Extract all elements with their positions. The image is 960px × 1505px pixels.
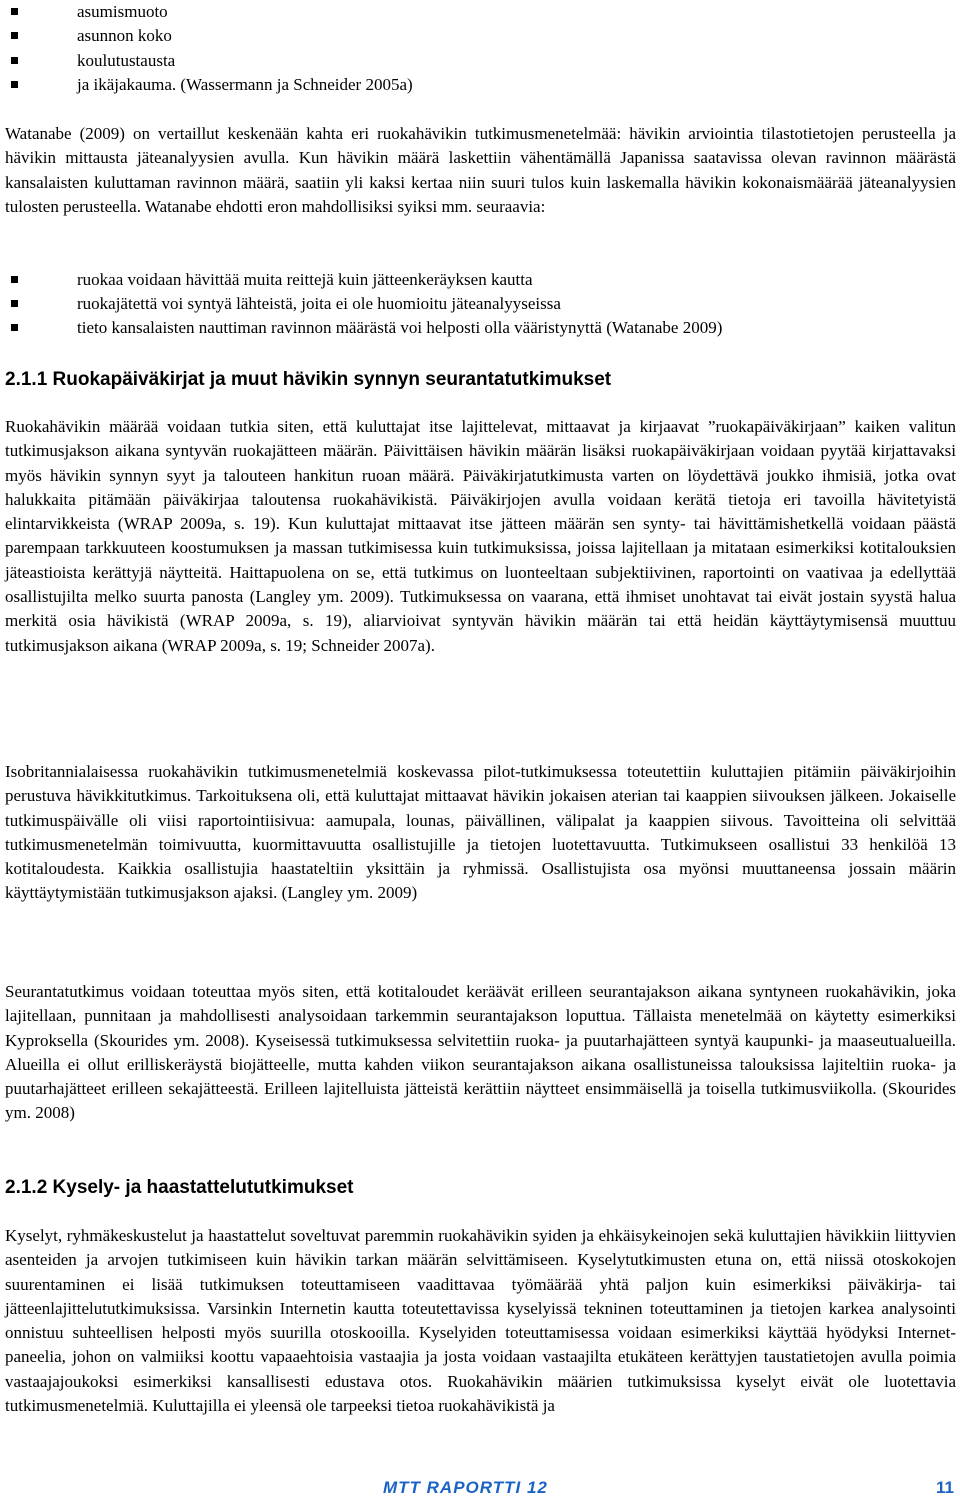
bullet-list-reasons: [5, 268, 722, 340]
list-item: koulutustausta: [5, 49, 413, 73]
section-heading-2-1-2: 2.1.2 Kysely- ja haastattelututkimukset: [5, 1177, 354, 1198]
paragraph-surveys-interviews: Kyselyt, ryhmäkeskustelut ja haastattelut soveltuvat paremmin ruokahävikin syiden ja ehkäisykeinojen sekä kuluttajien hävikkiin liittyvien asenteiden ja arvojen tutkimiseen kuin hävikin tarkan määrän selvittämiseen. Kyselytutkimusten etuna on, että niissä otoskokojen suurentaminen ei lisää tutkimuksen toteuttamiseen vaadittavaa työmäärää yhtä paljon kuin esimerkiksi päiväkirja- tai jätteenlajittelututkimuksissa. Varsinkin Internetin kautta toteutettavissa kyselyissä tekninen toteuttaminen ja tietojen karkea analysointi onnistuu suhteellisen helposti myös suurilla otoskooilla. Kyselyiden toteuttamisessa voidaan esimerkiksi käyttää hyödyksi Internet-paneelia, johon on valmiiksi koottu vapaaehtoisia vastaajia ja josta voidaan vastaajilta etukäteen kerättyjen taustatietojen avulla poimia vastaajajoukoksi esimerkiksi kansallisesti edustava otos. Ruokahävikin määrien tutkimuksissa kyselyt eivät ole luotettavia tutkimusmenetelmiä. Kuluttajilla ei yleensä ole tarpeeksi tietoa ruokahävikistä ja: [5, 1226, 956, 1416]
bullet-list-household-factors: [5, 0, 413, 97]
page-number: 11: [936, 1478, 954, 1497]
paragraph-monitoring-study: Seurantatutkimus voidaan toteuttaa myös siten, että kotitaloudet keräävät erilleen seurantajakson aikana syntyneen ruokahävikin, joka lajitellaan, punnitaan ja mahdollisesti analysoidaan tarkemmin seurantajakson loputtua. Tällaista menetelmää on käytetty esimerkiksi Kyproksella (Skourides ym. 2008). Kyseisessä tutkimuksessa selvitettiin ruoka- ja puutarhajätteen syntyä kaupunki- ja maaseutualueilla. Alueilla ei ollut erilliskeräystä biojätteelle, mutta kahden viikon seurantajakson aikana osallistuneissa talouksissa lajiteltiin ruoka- ja puutarhajätteet erilleen sekajätteestä. Erilleen lajitelluista jätteistä kerättiin näytteet ensimmäisellä ja toisella tutkimusviikolla. (Skourides ym. 2008): [5, 982, 956, 1123]
list-item: ruokaa voidaan hävittää muita reittejä kuin jätteenkeräyksen kautta: [5, 268, 722, 292]
list-item: ruokajätettä voi syntyä lähteistä, joita ei ole huomioitu jäteanalyyseissa: [5, 292, 722, 316]
page-footer: [0, 1478, 960, 1502]
list-item: asumismuoto: [5, 0, 413, 24]
section-heading-2-1-1: 2.1.1 Ruokapäiväkirjat ja muut hävikin synnyn seurantatutkimukset: [5, 369, 612, 390]
list-item: asunnon koko: [5, 24, 413, 48]
paragraph-food-diaries: Ruokahävikin määrää voidaan tutkia siten, että kuluttajat itse lajittelevat, mittaavat ja kirjaavat ”ruokapäiväkirjaan” kaiken valitun tutkimusjakson aikana syntyvän ruokajätteen määrän. Päivittäisen hävikin määrän lisäksi ruokapäiväkirjaan voidaan pyytää kirjattavaksi myös hävikin synnyn syyt ja talouteen hankitun ruoan määrä. Päiväkirjatutkimusta varten on löydettävä joukko ihmisiä, jotka ovat halukkaita pitämään päiväkirjaa taloutensa ruokahävikistä. Päiväkirjojen avulla voidaan kerätä tietoja eri tavoilla hävitetyistä elintarvikkeista (WRAP 2009a, s. 19). Kun kuluttajat mittaavat itse jätteen määrän sen synty- tai hävittämishetkellä voidaan päästä parempaan tarkkuuteen koostumuksen ja massan tutkimisessa kuin tutkimuksissa, joissa lajitellaan ja mitataan esimerkiksi kotitalouksien jäteastioista kerättyjä näytteitä. Haittapuolena on se, että tutkimus on luonteeltaan subjektiivinen, raportointi on vaativaa ja edellyttää osallistujilta melko suurta panosta (Langley ym. 2009). Tutkimuksessa on vaarana, että ihmiset unohtavat tai eivät jostain syystä halua merkitä osia hävikistä (WRAP 2009a, s. 19), aliarvioivat syntyvän hävikin määrän tai että heidän käyttäytymisensä muuttuu tutkimusjakson aikana (WRAP 2009a, s. 19; Schneider 2007a).: [5, 417, 956, 655]
list-item: tieto kansalaisten nauttiman ravinnon määrästä voi helposti olla vääristynyttä (Watanabe 2009): [5, 316, 722, 340]
paragraph-watanabe: Watanabe (2009) on vertaillut keskenään kahta eri ruokahävikin tutkimusmenetelmää: hävikin arviointia tilastotietojen perusteella ja hävikin mittausta jäteanalyysien avulla. Kun hävikin määrä laskettiin vähentämällä Japanissa saatavissa olevan ravinnon määrästä kansalaisten kuluttaman ravinnon määrä, saatiin yli kaksi kertaa niin suuri tulos kuin laskemalla hävikin kokonaismäärää jäteanalyysien tulosten perusteella. Watanabe ehdotti eron mahdollisiksi syiksi mm. seuraavia:: [5, 124, 956, 216]
list-item: ja ikäjakauma. (Wassermann ja Schneider 2005a): [5, 73, 413, 97]
paragraph-uk-pilot-study: Isobritannialaisessa ruokahävikin tutkimusmenetelmiä koskevassa pilot-tutkimuksessa toteutettiin kuluttajien pitämiin päiväkirjoihin perustuva hävikkitutkimus. Tarkoituksena oli, että kuluttajat mittaavat hävikin jokaisen aterian tai kaappien siivouksen jälkeen. Jokaiselle tutkimuspäivälle oli viisi raportointiisivua: aamupala, lounas, päivällinen, välipalat ja kaappien siivous. Tavoitteina oli selvittää tutkimusmenetelmän toimivuutta, kuormittavuutta osallistujille ja tietojen luotettavuutta. Tutkimukseen osallistui 33 henkilöä 13 kotitaloudesta. Kaikkia osallistujia haastateltiin yksittäin ja ryhmissä. Osallistujista osa myönsi muuttaneensa jossain määrin käyttäytymistään tutkimusjakson ajaksi. (Langley ym. 2009): [5, 762, 956, 903]
report-series-label: MTT RAPORTTI 12: [383, 1478, 548, 1497]
